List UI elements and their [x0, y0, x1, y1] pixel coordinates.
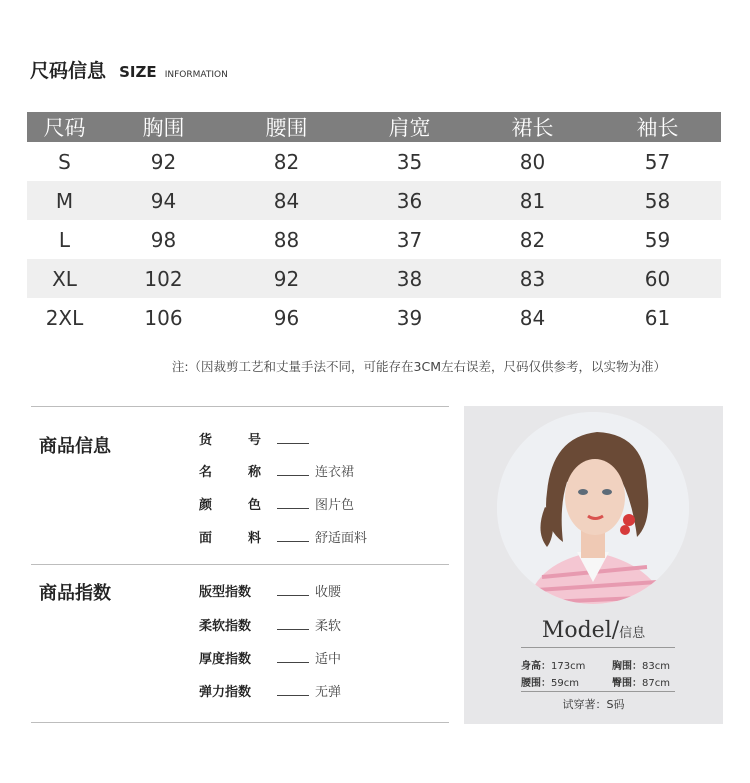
model-divider [521, 691, 675, 692]
model-info-panel [464, 406, 723, 724]
column-header: 裙长 [511, 116, 554, 140]
product-info-item [199, 428, 315, 448]
product-info-title: 商品信息 [39, 436, 111, 457]
item-value: 收腰 [315, 584, 342, 600]
model-tryon-size: 试穿著：S码 [562, 698, 625, 711]
fill-line [277, 541, 309, 542]
item-label: 厚度指数 [199, 651, 252, 667]
product-index-item [199, 614, 341, 634]
divider [31, 406, 449, 407]
item-label: 名 称 [199, 464, 261, 480]
fill-line [277, 629, 309, 630]
model-portrait-image [497, 412, 689, 604]
table-cell: 2XL [45, 305, 84, 330]
model-bust: 胸围：83cm [612, 661, 670, 672]
item-value: 连衣裙 [315, 464, 355, 480]
table-cell: 84 [519, 305, 546, 330]
item-label: 版型指数 [199, 584, 252, 600]
item-value: 柔软 [315, 618, 342, 634]
fill-line [277, 508, 309, 509]
model-hip: 臀围：87cm [612, 678, 670, 689]
divider [31, 564, 449, 565]
item-label: 货 号 [199, 432, 261, 448]
column-header: 袖长 [636, 116, 679, 140]
fill-line [277, 595, 309, 596]
product-info-item [199, 493, 354, 513]
product-index-item [199, 580, 341, 600]
product-info-item [199, 460, 354, 480]
column-header: 肩宽 [388, 116, 431, 140]
title-cn: 尺码信息 [30, 60, 107, 82]
table-cell: 83 [519, 266, 546, 291]
product-index-item [199, 647, 341, 667]
table-cell: 80 [519, 149, 546, 174]
fill-line [277, 475, 309, 476]
table-cell: 92 [150, 149, 177, 174]
table-cell: 106 [144, 305, 183, 330]
table-cell: 57 [644, 149, 671, 174]
table-cell: 88 [273, 227, 300, 252]
table-cell: 61 [644, 305, 671, 330]
fill-line [277, 443, 309, 444]
table-cell: 92 [273, 266, 300, 291]
title-size: SIZE [119, 63, 157, 81]
item-label: 柔软指数 [199, 618, 252, 634]
table-cell: 58 [644, 188, 671, 213]
item-value: 舒适面料 [315, 530, 368, 546]
model-height: 身高：173cm [521, 661, 586, 672]
item-label: 面 料 [199, 530, 261, 546]
table-cell: 94 [150, 188, 177, 213]
product-index-item [199, 680, 341, 700]
table-cell: 84 [273, 188, 300, 213]
section-title-size-info [30, 56, 228, 86]
table-cell: M [55, 188, 74, 213]
table-cell: 39 [396, 305, 423, 330]
divider [31, 722, 449, 723]
size-table-header [27, 112, 721, 142]
column-header: 腰围 [265, 116, 308, 140]
model-divider [521, 647, 675, 648]
table-row [27, 181, 721, 220]
product-info-item [199, 526, 367, 546]
item-value: 无弹 [315, 684, 342, 700]
table-cell: 38 [396, 266, 423, 291]
table-cell: XL [52, 266, 77, 291]
table-cell: 82 [273, 149, 300, 174]
table-cell: 102 [144, 266, 183, 291]
table-row [27, 142, 721, 181]
size-table [27, 112, 721, 337]
table-row [27, 220, 721, 259]
column-header: 胸围 [142, 116, 185, 140]
fill-line [277, 662, 309, 663]
product-index-title: 商品指数 [39, 583, 111, 604]
title-information: INFORMATION [164, 70, 228, 80]
table-cell: 60 [644, 266, 671, 291]
item-label: 颜 色 [199, 497, 261, 513]
item-label: 弹力指数 [199, 684, 252, 700]
table-row [27, 259, 721, 298]
table-row [27, 298, 721, 337]
table-cell: 36 [396, 188, 423, 213]
table-cell: 96 [273, 305, 300, 330]
table-cell: L [58, 227, 71, 252]
measurement-note: 注:（因裁剪工艺和丈量手法不同，可能存在3CM左右误差，尺码仅供参考，以实物为准） [171, 359, 666, 374]
table-cell: 82 [519, 227, 546, 252]
item-value: 图片色 [315, 497, 355, 513]
table-cell: 35 [396, 149, 423, 174]
model-waist: 腰围：59cm [521, 678, 579, 689]
fill-line [277, 695, 309, 696]
model-title: Model/信息 [541, 618, 646, 643]
item-value: 适中 [315, 651, 342, 667]
table-cell: 81 [519, 188, 546, 213]
column-header: 尺码 [43, 116, 86, 140]
table-cell: S [58, 149, 71, 174]
table-cell: 98 [150, 227, 177, 252]
table-cell: 37 [396, 227, 423, 252]
table-cell: 59 [644, 227, 671, 252]
